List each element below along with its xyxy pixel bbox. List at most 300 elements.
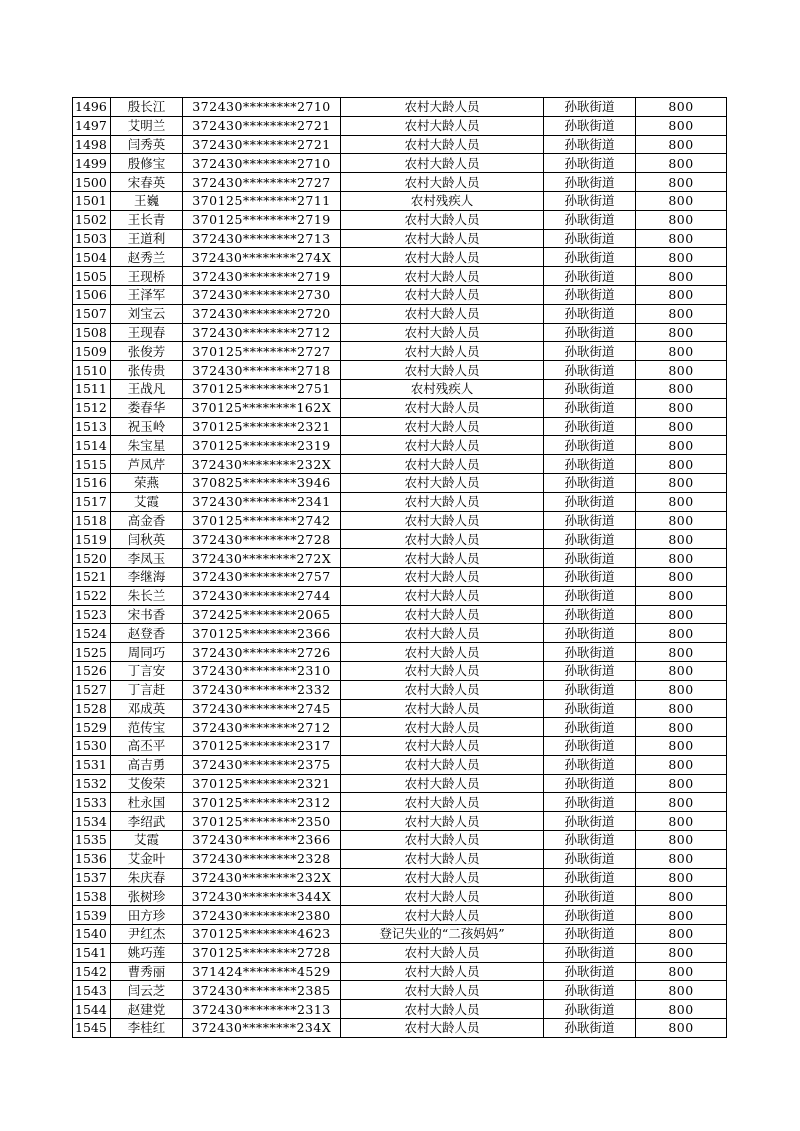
table-row [73,323,727,342]
name-cell: 张传贵 [111,361,183,380]
street-cell: 孙耿街道 [544,1019,636,1038]
amount-cell: 800 [636,943,727,962]
street-cell: 孙耿街道 [544,304,636,323]
serial-number-cell: 1507 [73,304,111,323]
serial-number-cell: 1527 [73,680,111,699]
street-cell: 孙耿街道 [544,943,636,962]
serial-number-cell: 1505 [73,267,111,286]
serial-number-cell: 1545 [73,1019,111,1038]
street-cell: 孙耿街道 [544,285,636,304]
name-cell: 宋书香 [111,605,183,624]
category-cell: 农村大龄人员 [341,661,544,680]
street-cell: 孙耿街道 [544,755,636,774]
street-cell: 孙耿街道 [544,436,636,455]
amount-cell: 800 [636,887,727,906]
name-cell: 荣燕 [111,473,183,492]
table-row [73,906,727,925]
id-number-cell: 370125********2366 [183,624,341,643]
category-cell: 农村大龄人员 [341,267,544,286]
serial-number-cell: 1522 [73,586,111,605]
amount-cell: 800 [636,1000,727,1019]
serial-number-cell: 1497 [73,116,111,135]
id-number-cell: 372430********2313 [183,1000,341,1019]
category-cell: 农村大龄人员 [341,868,544,887]
street-cell: 孙耿街道 [544,154,636,173]
id-number-cell: 372430********2328 [183,849,341,868]
amount-cell: 800 [636,1019,727,1038]
category-cell: 农村大龄人员 [341,718,544,737]
street-cell: 孙耿街道 [544,248,636,267]
street-cell: 孙耿街道 [544,868,636,887]
amount-cell: 800 [636,285,727,304]
amount-cell: 800 [636,962,727,981]
category-cell: 农村大龄人员 [341,135,544,154]
table-row [73,285,727,304]
amount-cell: 800 [636,173,727,192]
id-number-cell: 372430********2720 [183,304,341,323]
name-cell: 丁言安 [111,661,183,680]
id-number-cell: 371424********4529 [183,962,341,981]
table-row [73,793,727,812]
name-cell: 朱长兰 [111,586,183,605]
street-cell: 孙耿街道 [544,229,636,248]
serial-number-cell: 1539 [73,906,111,925]
serial-number-cell: 1498 [73,135,111,154]
name-cell: 祝玉岭 [111,417,183,436]
name-cell: 田方珍 [111,906,183,925]
amount-cell: 800 [636,361,727,380]
street-cell: 孙耿街道 [544,530,636,549]
street-cell: 孙耿街道 [544,586,636,605]
table-row [73,831,727,850]
id-number-cell: 372430********234X [183,1019,341,1038]
street-cell: 孙耿街道 [544,906,636,925]
category-cell: 农村大龄人员 [341,755,544,774]
street-cell: 孙耿街道 [544,849,636,868]
id-number-cell: 372430********2719 [183,267,341,286]
serial-number-cell: 1496 [73,98,111,117]
street-cell: 孙耿街道 [544,98,636,117]
id-number-cell: 372430********2712 [183,718,341,737]
category-cell: 农村大龄人员 [341,643,544,662]
name-cell: 周同巧 [111,643,183,662]
category-cell: 农村大龄人员 [341,906,544,925]
amount-cell: 800 [636,323,727,342]
street-cell: 孙耿街道 [544,379,636,398]
serial-number-cell: 1536 [73,849,111,868]
table-row [73,1019,727,1038]
street-cell: 孙耿街道 [544,173,636,192]
street-cell: 孙耿街道 [544,831,636,850]
serial-number-cell: 1503 [73,229,111,248]
serial-number-cell: 1511 [73,379,111,398]
id-number-cell: 372430********2380 [183,906,341,925]
category-cell: 农村大龄人员 [341,887,544,906]
amount-cell: 800 [636,511,727,530]
id-number-cell: 370125********2317 [183,737,341,756]
id-number-cell: 370125********2751 [183,379,341,398]
id-number-cell: 372430********2332 [183,680,341,699]
category-cell: 农村大龄人员 [341,699,544,718]
name-cell: 范传宝 [111,718,183,737]
category-cell: 农村大龄人员 [341,943,544,962]
id-number-cell: 372430********2710 [183,98,341,117]
amount-cell: 800 [636,586,727,605]
id-number-cell: 372430********2726 [183,643,341,662]
table-row [73,191,727,210]
amount-cell: 800 [636,831,727,850]
id-number-cell: 370125********2727 [183,342,341,361]
table-row [73,643,727,662]
serial-number-cell: 1532 [73,774,111,793]
id-number-cell: 372430********2757 [183,567,341,586]
amount-cell: 800 [636,643,727,662]
name-cell: 朱庆春 [111,868,183,887]
amount-cell: 800 [636,530,727,549]
name-cell: 李绍武 [111,812,183,831]
category-cell: 农村大龄人员 [341,398,544,417]
category-cell: 农村大龄人员 [341,981,544,1000]
category-cell: 农村大龄人员 [341,210,544,229]
serial-number-cell: 1540 [73,925,111,944]
amount-cell: 800 [636,661,727,680]
category-cell: 农村大龄人员 [341,530,544,549]
serial-number-cell: 1515 [73,455,111,474]
table-row [73,868,727,887]
name-cell: 王长青 [111,210,183,229]
table-row [73,361,727,380]
name-cell: 邓成英 [111,699,183,718]
amount-cell: 800 [636,98,727,117]
serial-number-cell: 1501 [73,191,111,210]
serial-number-cell: 1544 [73,1000,111,1019]
name-cell: 王巍 [111,191,183,210]
category-cell: 农村大龄人员 [341,567,544,586]
table-row [73,680,727,699]
category-cell: 农村大龄人员 [341,473,544,492]
id-number-cell: 372430********2710 [183,154,341,173]
id-number-cell: 372430********232X [183,868,341,887]
name-cell: 高丕平 [111,737,183,756]
table-row [73,398,727,417]
id-number-cell: 372430********2730 [183,285,341,304]
name-cell: 赵建党 [111,1000,183,1019]
table-row [73,567,727,586]
category-cell: 农村大龄人员 [341,285,544,304]
table-row [73,492,727,511]
category-cell: 农村大龄人员 [341,812,544,831]
name-cell: 张树珍 [111,887,183,906]
id-number-cell: 372430********2366 [183,831,341,850]
id-number-cell: 370125********2321 [183,774,341,793]
street-cell: 孙耿街道 [544,699,636,718]
amount-cell: 800 [636,699,727,718]
id-number-cell: 372430********2385 [183,981,341,1000]
category-cell: 农村残疾人 [341,191,544,210]
amount-cell: 800 [636,436,727,455]
table-row [73,586,727,605]
table-row [73,379,727,398]
street-cell: 孙耿街道 [544,605,636,624]
category-cell: 农村大龄人员 [341,455,544,474]
table-row [73,417,727,436]
serial-number-cell: 1530 [73,737,111,756]
serial-number-cell: 1542 [73,962,111,981]
table-row [73,304,727,323]
name-cell: 李凤玉 [111,549,183,568]
street-cell: 孙耿街道 [544,135,636,154]
serial-number-cell: 1529 [73,718,111,737]
street-cell: 孙耿街道 [544,116,636,135]
table-row [73,718,727,737]
table-row [73,849,727,868]
amount-cell: 800 [636,624,727,643]
id-number-cell: 370125********2319 [183,436,341,455]
amount-cell: 800 [636,116,727,135]
category-cell: 登记失业的“二孩妈妈” [341,925,544,944]
category-cell: 农村大龄人员 [341,248,544,267]
id-number-cell: 372425********2065 [183,605,341,624]
amount-cell: 800 [636,567,727,586]
table-row [73,248,727,267]
table-row [73,737,727,756]
id-number-cell: 372430********2728 [183,530,341,549]
serial-number-cell: 1504 [73,248,111,267]
name-cell: 娄春华 [111,398,183,417]
name-cell: 朱宝星 [111,436,183,455]
serial-number-cell: 1517 [73,492,111,511]
serial-number-cell: 1526 [73,661,111,680]
id-number-cell: 372430********2341 [183,492,341,511]
name-cell: 闫云芝 [111,981,183,1000]
serial-number-cell: 1512 [73,398,111,417]
name-cell: 殷长江 [111,98,183,117]
name-cell: 曹秀丽 [111,962,183,981]
serial-number-cell: 1538 [73,887,111,906]
table-row [73,812,727,831]
street-cell: 孙耿街道 [544,624,636,643]
category-cell: 农村大龄人员 [341,831,544,850]
category-cell: 农村大龄人员 [341,849,544,868]
amount-cell: 800 [636,925,727,944]
table-row [73,154,727,173]
name-cell: 宋春英 [111,173,183,192]
table-row [73,605,727,624]
serial-number-cell: 1537 [73,868,111,887]
amount-cell: 800 [636,868,727,887]
street-cell: 孙耿街道 [544,398,636,417]
category-cell: 农村大龄人员 [341,229,544,248]
street-cell: 孙耿街道 [544,511,636,530]
table-row [73,962,727,981]
street-cell: 孙耿街道 [544,680,636,699]
serial-number-cell: 1535 [73,831,111,850]
name-cell: 艾明兰 [111,116,183,135]
street-cell: 孙耿街道 [544,887,636,906]
amount-cell: 800 [636,906,727,925]
amount-cell: 800 [636,455,727,474]
id-number-cell: 370125********2742 [183,511,341,530]
name-cell: 尹红杰 [111,925,183,944]
id-number-cell: 370125********2312 [183,793,341,812]
id-number-cell: 370125********162X [183,398,341,417]
id-number-cell: 372430********2713 [183,229,341,248]
name-cell: 高吉勇 [111,755,183,774]
amount-cell: 800 [636,793,727,812]
street-cell: 孙耿街道 [544,417,636,436]
name-cell: 艾金叶 [111,849,183,868]
amount-cell: 800 [636,549,727,568]
name-cell: 王现桥 [111,267,183,286]
serial-number-cell: 1508 [73,323,111,342]
street-cell: 孙耿街道 [544,323,636,342]
category-cell: 农村大龄人员 [341,323,544,342]
street-cell: 孙耿街道 [544,774,636,793]
street-cell: 孙耿街道 [544,361,636,380]
table-row [73,624,727,643]
street-cell: 孙耿街道 [544,981,636,1000]
amount-cell: 800 [636,210,727,229]
category-cell: 农村大龄人员 [341,492,544,511]
street-cell: 孙耿街道 [544,661,636,680]
name-cell: 刘宝云 [111,304,183,323]
serial-number-cell: 1525 [73,643,111,662]
amount-cell: 800 [636,737,727,756]
category-cell: 农村大龄人员 [341,1000,544,1019]
street-cell: 孙耿街道 [544,267,636,286]
category-cell: 农村大龄人员 [341,680,544,699]
amount-cell: 800 [636,417,727,436]
serial-number-cell: 1521 [73,567,111,586]
category-cell: 农村大龄人员 [341,436,544,455]
amount-cell: 800 [636,605,727,624]
amount-cell: 800 [636,812,727,831]
serial-number-cell: 1528 [73,699,111,718]
street-cell: 孙耿街道 [544,962,636,981]
serial-number-cell: 1514 [73,436,111,455]
category-cell: 农村大龄人员 [341,154,544,173]
serial-number-cell: 1524 [73,624,111,643]
street-cell: 孙耿街道 [544,643,636,662]
category-cell: 农村大龄人员 [341,417,544,436]
table-row [73,925,727,944]
category-cell: 农村大龄人员 [341,737,544,756]
name-cell: 艾霞 [111,492,183,511]
table-row [73,661,727,680]
id-number-cell: 370125********2350 [183,812,341,831]
name-cell: 艾俊荣 [111,774,183,793]
serial-number-cell: 1520 [73,549,111,568]
serial-number-cell: 1516 [73,473,111,492]
category-cell: 农村大龄人员 [341,342,544,361]
amount-cell: 800 [636,774,727,793]
serial-number-cell: 1513 [73,417,111,436]
table-row [73,943,727,962]
serial-number-cell: 1534 [73,812,111,831]
street-cell: 孙耿街道 [544,567,636,586]
id-number-cell: 372430********2721 [183,135,341,154]
name-cell: 张俊芳 [111,342,183,361]
serial-number-cell: 1531 [73,755,111,774]
amount-cell: 800 [636,492,727,511]
table-row [73,473,727,492]
name-cell: 王道利 [111,229,183,248]
id-number-cell: 370125********2719 [183,210,341,229]
id-number-cell: 372430********2310 [183,661,341,680]
amount-cell: 800 [636,154,727,173]
category-cell: 农村大龄人员 [341,1019,544,1038]
serial-number-cell: 1509 [73,342,111,361]
serial-number-cell: 1502 [73,210,111,229]
amount-cell: 800 [636,191,727,210]
amount-cell: 800 [636,981,727,1000]
serial-number-cell: 1499 [73,154,111,173]
id-number-cell: 372430********2745 [183,699,341,718]
name-cell: 芦凤芹 [111,455,183,474]
table-row [73,210,727,229]
amount-cell: 800 [636,248,727,267]
street-cell: 孙耿街道 [544,455,636,474]
name-cell: 闫秀英 [111,135,183,154]
id-number-cell: 372430********344X [183,887,341,906]
name-cell: 殷修宝 [111,154,183,173]
table-body [73,98,727,1038]
serial-number-cell: 1543 [73,981,111,1000]
category-cell: 农村大龄人员 [341,361,544,380]
table-row [73,229,727,248]
name-cell: 丁言赶 [111,680,183,699]
id-number-cell: 370125********2728 [183,943,341,962]
amount-cell: 800 [636,379,727,398]
table-row [73,173,727,192]
street-cell: 孙耿街道 [544,549,636,568]
street-cell: 孙耿街道 [544,1000,636,1019]
street-cell: 孙耿街道 [544,492,636,511]
name-cell: 王现春 [111,323,183,342]
id-number-cell: 372430********2718 [183,361,341,380]
category-cell: 农村大龄人员 [341,586,544,605]
category-cell: 农村大龄人员 [341,549,544,568]
street-cell: 孙耿街道 [544,793,636,812]
amount-cell: 800 [636,718,727,737]
id-number-cell: 370125********4623 [183,925,341,944]
amount-cell: 800 [636,680,727,699]
name-cell: 闫秋英 [111,530,183,549]
street-cell: 孙耿街道 [544,718,636,737]
category-cell: 农村大龄人员 [341,793,544,812]
name-cell: 王泽军 [111,285,183,304]
amount-cell: 800 [636,267,727,286]
name-cell: 赵秀兰 [111,248,183,267]
id-number-cell: 370825********3946 [183,473,341,492]
amount-cell: 800 [636,755,727,774]
amount-cell: 800 [636,342,727,361]
serial-number-cell: 1506 [73,285,111,304]
amount-cell: 800 [636,229,727,248]
street-cell: 孙耿街道 [544,473,636,492]
category-cell: 农村大龄人员 [341,98,544,117]
table-row [73,755,727,774]
name-cell: 李继海 [111,567,183,586]
id-number-cell: 370125********2711 [183,191,341,210]
table-row [73,549,727,568]
table-row [73,116,727,135]
serial-number-cell: 1523 [73,605,111,624]
category-cell: 农村大龄人员 [341,962,544,981]
table-row [73,699,727,718]
street-cell: 孙耿街道 [544,191,636,210]
amount-cell: 800 [636,304,727,323]
